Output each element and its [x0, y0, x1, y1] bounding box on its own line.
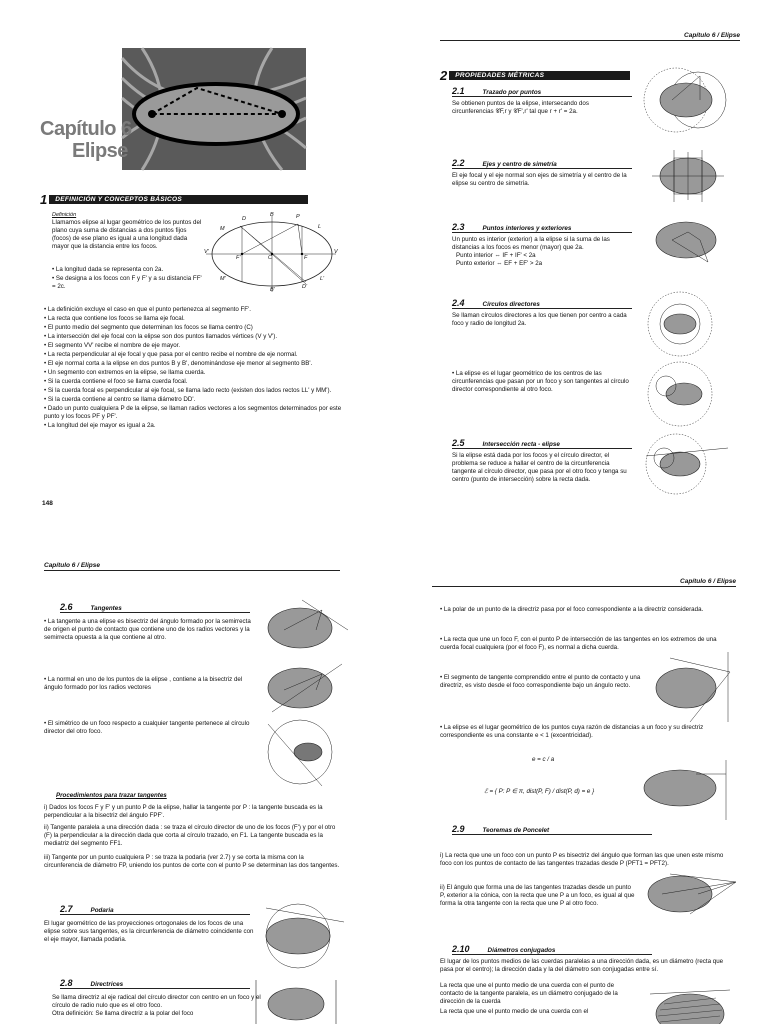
item-number: 2.7	[60, 904, 73, 914]
item-title: Directrices	[90, 981, 124, 988]
item-title: Tangentes	[90, 605, 122, 612]
page-150	[0, 512, 384, 1024]
label-B: B	[270, 212, 274, 218]
definition-text: Llamamos elipse al lugar geométrico de los puntos del plano cuya suma de distancias a dos puntos fijos (focos) de ese plano es igual a una longitud dada mayor que la distancia entre los focos.	[52, 219, 202, 250]
label-P: P	[296, 214, 300, 220]
chapter-title-line2: Elipse	[72, 140, 128, 162]
item-2-1	[452, 86, 632, 116]
label-L: L	[318, 224, 322, 230]
bullet-item: • Si la cuerda contiene el foco se llama cuerda focal.	[44, 378, 188, 385]
item-2-7	[60, 904, 250, 915]
item-number: 2.1	[452, 86, 465, 96]
conjugate-text-2: La recta que une el punto medio de una cuerda con el punto de contacto de la tangente paralela, es un diámetro conjugado de la dirección de la cuerda	[440, 982, 618, 1005]
opener-graphic	[122, 48, 306, 170]
fig-trazado-puntos	[646, 64, 726, 134]
exterior-line: Punto exterior ⇔ EF + EF' > 2a	[456, 260, 543, 267]
label-D-prime: D'	[302, 284, 308, 290]
bullet-item: • Si la cuerda focal es perpendicular al eje focal, se llama lado recto (existen dos lados rectos LL' y MM').	[44, 387, 332, 394]
bullet-item: • El punto medio del segmento que determinan los focos se llama centro (C)	[44, 324, 253, 331]
polar-bullet: • La polar de un punto de la directriz pasa por el foco correspondiente a la directriz considerada.	[440, 606, 704, 613]
fig-poncelet	[640, 864, 740, 924]
page-151	[384, 512, 768, 1024]
item-text: Si la elipse está dada por los focos y el círculo director, el problema se reduce a hallar el centro de la circunferencia tangente al círculo director, que pasa por el otro foco y tenga su centro (punto de intersección) sobre la recta dada.	[452, 452, 627, 483]
fig-normal	[262, 662, 352, 714]
item-number: 2.2	[452, 158, 465, 168]
bullet-item: • La longitud dada se representa con 2a.	[52, 266, 164, 273]
bullet-item: • Dado un punto cualquiera P de la elipse, se llaman radios vectores a los segmentos determinados por este punto y los focos PF y PF'.	[44, 405, 342, 420]
item-2-10	[452, 944, 652, 955]
label-D: D	[242, 216, 246, 222]
section-number: 2	[440, 68, 448, 83]
item-number: 2.9	[452, 824, 465, 834]
item-text: Se obtienen puntos de la elipse, intersecando dos circunferencias 𝒞F,r y 𝒞F',r' tal que r + r' = 2a.	[452, 100, 589, 115]
definition-label: Definición	[52, 212, 77, 218]
item-title: Trazado por puntos	[482, 89, 542, 96]
bullet-item: • La longitud del eje mayor es igual a 2a.	[44, 422, 156, 429]
procedure-ii: ii) Tangente paralela a una dirección dada : se traza el círculo director de uno de los focos (F') y por el otro (F) la perpendicular a la dirección dada que corta al círculo trazado, en F1. La tangente buscada es la mediatriz del segmento FF1.	[44, 824, 336, 847]
item-title: Teoremas de Poncelet	[482, 827, 550, 834]
label-C: C	[268, 255, 272, 261]
formula-set: ℰ = { P: P ∈ π, dist(P, F) / dist(P, d) = e }	[484, 788, 595, 795]
poncelet-i: i) La recta que une un foco con un punto P es bisectriz del ángulo que forman las que unen este mismo foco con los puntos de contacto de las tangentes trazadas desde P (PFT1 = PFT2).	[440, 852, 724, 867]
label-B-prime: B'	[270, 287, 275, 293]
formula-e: e = c / a	[532, 756, 555, 763]
procedures-title: Procedimientos para trazar tangentes	[56, 792, 167, 799]
bullet-item: • El eje normal corta a la elipse en dos puntos B y B', denominándose eje menor al segmento BB'.	[44, 360, 313, 367]
item-number: 2.3	[452, 222, 465, 232]
bullet-item: • Se designa a los focos con F y F' y a su distancia FF' = 2c.	[52, 275, 202, 290]
bullet-item: • El segmento VV' recibe el nombre de eje mayor.	[44, 342, 181, 349]
bullets-top	[52, 266, 202, 292]
item-2-2	[452, 158, 632, 188]
bullet-item: • La recta perpendicular al eje focal y que pasa por el centro recibe el nombre de eje normal.	[44, 351, 298, 358]
item-2-9	[452, 824, 652, 835]
section-title: PROPIEDADES MÉTRICAS	[449, 71, 630, 80]
bullets-main	[44, 306, 342, 431]
label-M: M	[220, 226, 225, 232]
segment-bullet: • El segmento de tangente comprendido entre el punto de contacto y una directriz, es visto desde el foco correspondiente bajo un ángulo recto.	[440, 674, 641, 689]
conjugate-text-3: La recta que une el punto medio de una cuerda con el	[440, 1008, 589, 1015]
bullet-item: • La recta que contiene los focos se llama eje focal.	[44, 315, 185, 322]
interior-line: Punto interior ⇔ IF + IF' < 2a	[456, 252, 536, 259]
bullet-item: • Si la cuerda contiene al centro se llama diámetro DD'.	[44, 396, 196, 403]
bullet-item: • La definición excluye el caso en que el punto pertenezca al segmento FF'.	[44, 306, 251, 313]
bullet-item: • La intersección del eje focal con la elipse son dos puntos llamados vértices (V y V').	[44, 333, 278, 340]
item-text: El eje focal y el eje normal son ejes de simetría y el centro de la elipse su centro de simetría.	[452, 172, 627, 187]
conjugate-text: El lugar de los puntos medios de las cuerdas paralelas a una dirección dada, es un diámetro (recta que pasa por el centro); la dirección dada y la del diámetro son conjugadas entre sí.	[440, 958, 724, 973]
section-title: DEFINICIÓN Y CONCEPTOS BÁSICOS	[49, 195, 308, 204]
diagram-labels	[206, 212, 336, 292]
tangent-bullet-3: • El simétrico de un foco respecto a cualquier tangente pertenece al círculo director del otro foco.	[44, 720, 250, 735]
item-number: 2.4	[452, 298, 465, 308]
chapter-opener-art	[122, 48, 306, 170]
item-2-3	[452, 222, 632, 268]
tangent-bullet-1: • La tangente a una elipse es bisectriz del ángulo formado por la semirrecta de origen el punto de contacto que contiene uno de los radios vectores y la semirrecta opuesta a la que contiene al otro.	[44, 618, 251, 641]
label-L-prime: L'	[320, 276, 325, 282]
fig-circulos-directores	[646, 288, 726, 358]
item-title: Podaria	[90, 907, 114, 914]
fig-interseccion	[646, 428, 730, 498]
focal-bullet: • La recta que une un foco F, con el punto P de intersección de las tangentes en los extremos de una cuerda focal cualquiera (por el foco F), es normal a dicha cuerda.	[440, 636, 717, 651]
page-148	[0, 0, 384, 512]
fig-podaria	[258, 902, 348, 972]
section-header	[440, 68, 630, 83]
fig-directrices	[252, 980, 342, 1024]
item-number: 2.8	[60, 978, 73, 988]
chapter-title-line1: Capítulo 6	[40, 118, 132, 140]
bullet-item: • Un segmento con extremos en la elipse, se llama cuerda.	[44, 369, 206, 376]
label-F-prime: F'	[236, 255, 241, 261]
label-V: V	[334, 249, 338, 255]
item-title: Ejes y centro de simetría	[482, 161, 557, 168]
item-title: Puntos interiores y exteriores	[482, 225, 572, 232]
item-2-6	[60, 602, 250, 613]
item-number: 2.6	[60, 602, 73, 612]
section-number: 1	[40, 192, 48, 207]
fig-diametros-conjugados	[640, 984, 740, 1024]
fig-directriz-tangente	[650, 652, 734, 722]
tangent-bullet-2: • La normal en uno de los puntos de la elipse , contiene a la bisectriz del ángulo formado por los radios vectores	[44, 676, 243, 691]
item-title: Intersección recta - elipse	[482, 441, 560, 448]
label-M-prime: M'	[220, 276, 226, 282]
label-V-prime: V'	[204, 249, 209, 255]
fig-lugar-centros	[646, 358, 726, 428]
page-149	[384, 0, 768, 512]
director-bullet: • La elipse es el lugar geométrico de los centros de las circunferencias que pasan por un foco y son tangentes al círculo director correspondiente al otro foco.	[452, 370, 629, 393]
item-number: 2.10	[452, 944, 470, 954]
podaria-text: El lugar geométrico de las proyecciones ortogonales de los focos de una elipse sobre sus tangentes, es la circunferencia de diámetro coincidente con el eje mayor, llamada podaria.	[44, 920, 254, 943]
procedure-i: i) Dados los focos F y F' y un punto P de la elipse, hallar la tangente por P : la tangente buscada es la perpendicular a la bisectriz del ángulo FPF'.	[44, 804, 323, 819]
label-F: F	[304, 255, 308, 261]
fig-simetrico-foco	[262, 716, 342, 786]
running-header: Capítulo 6 / Elipse	[440, 32, 740, 41]
directrices-text-2: Otra definición: Se llama directriz a la polar del foco	[52, 1010, 194, 1017]
excentricity-bullet: • La elipse es el lugar geométrico de los puntos cuya razón de distancias a un foco y su directriz correspondiente es una constante e < 1 (excentricidad).	[440, 724, 704, 739]
fig-interiores	[648, 216, 728, 266]
item-2-4	[452, 298, 632, 328]
item-title: Diámetros conjugados	[487, 947, 556, 954]
section-header	[40, 192, 308, 207]
fig-excentricidad	[636, 760, 736, 820]
fig-tangente	[262, 596, 352, 652]
item-text: Se llaman círculos directores a los que tienen por centro a cada foco y radio de longitud 2a.	[452, 312, 627, 327]
item-title: Círculos directores	[482, 301, 540, 308]
page-number: 148	[42, 500, 53, 507]
directrices-text: Se llama directriz al eje radical del círculo director con centro en un foco y el círculo de radio nulo que es el otro foco.	[52, 994, 261, 1009]
item-text: Un punto es interior (exterior) a la elipse si la suma de las distancias a los focos es menor (mayor) que 2a.	[452, 236, 610, 251]
item-2-8	[60, 978, 250, 989]
running-header: Capítulo 6 / Elipse	[44, 562, 340, 571]
item-number: 2.5	[452, 438, 465, 448]
fig-ejes-simetria	[652, 146, 732, 206]
procedure-iii: iii) Tangente por un punto cualquiera P : se traza la podaria (ver 2.7) y se corta la misma con la circunferencia de diámetro FP, uniendo los puntos de corte con el punto P se determinan las dos tangentes.	[44, 854, 340, 869]
running-header: Capítulo 6 / Elipse	[432, 578, 736, 587]
poncelet-ii: ii) El ángulo que forma una de las tangentes trazadas desde un punto P, exterior a la cónica, con la recta que une P a un foco, es igual al que forma la otra tangente con la recta que une P al otro foco.	[440, 884, 635, 907]
item-2-5	[452, 438, 632, 484]
